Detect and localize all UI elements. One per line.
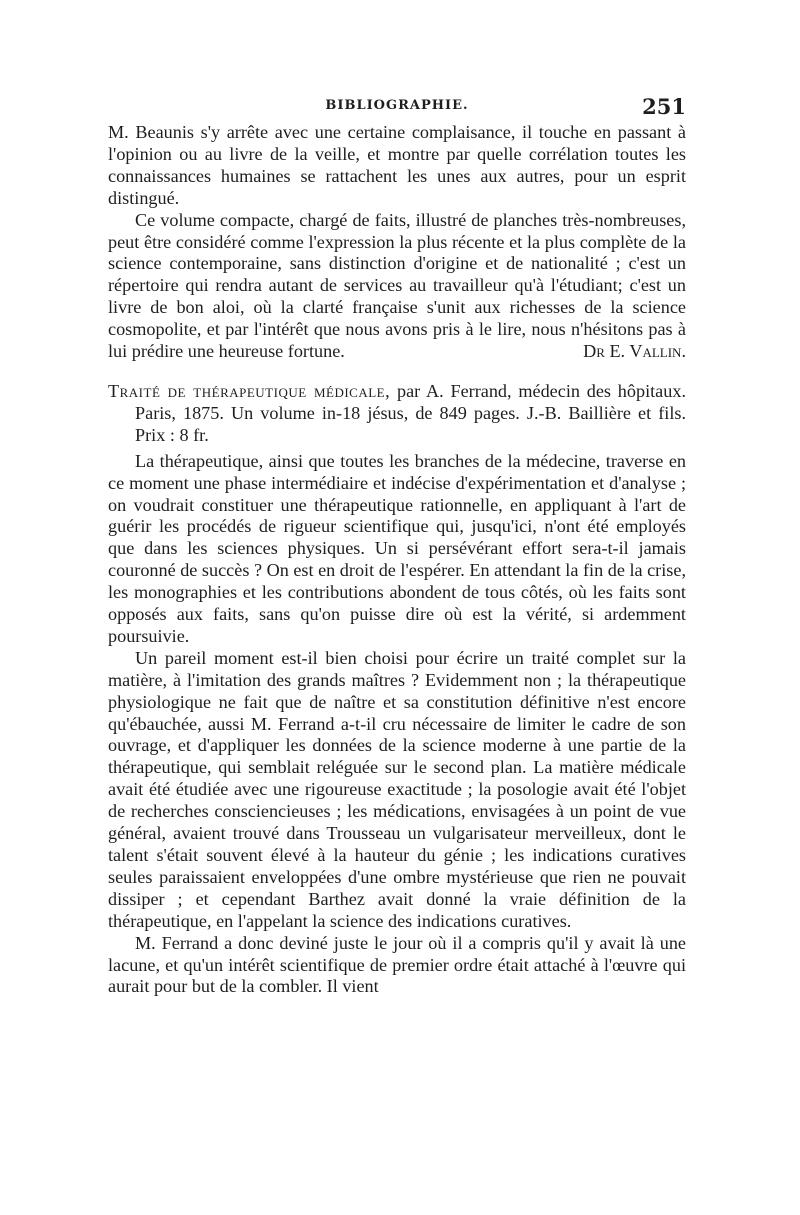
review2-paragraph-3: M. Ferrand a donc deviné juste le jour où il a compris qu'il y avait là une lacune, et qu'un intérêt scientifique de premier ordre était attaché à l'œuvre qui aurait pour but de la combler. Il vient (108, 932, 686, 997)
review2-heading (108, 381, 686, 447)
review1-paragraph-2-text: Ce volume compacte, chargé de faits, illustré de planches très-nombreuses, peut être considéré comme l'expression la plus récente et la plus complète de la science contemporaine, sans distinction d'origine et de nationalité ; c'est un répertoire qui rendra autant de services au travailleur qu'à l'étudiant; c'est un livre de bon aloi, où la clarté française s'unit aux richesses de la science cosmopolite, et par l'intérêt que nous avons pris à le lire, nous n'hésitons pas à lui prédire une heureuse fortune. (108, 209, 686, 362)
book-title: Traité de thérapeutique médicale, (108, 380, 391, 401)
book-page (108, 92, 686, 998)
running-title: BIBLIOGRAPHIE. (325, 98, 469, 113)
review-ferrand (108, 381, 686, 998)
review1-paragraph-2 (108, 210, 686, 363)
review1-paragraph-1: M. Beaunis s'y arrête avec une certaine complaisance, il touche en passant à l'opinion ou au livre de la veille, et montre par quelle corrélation toutes les connaissances humaines se rattachent les unes aux autres, pour un esprit distingué. (108, 122, 686, 208)
review-beaunis (108, 122, 686, 363)
running-head (108, 92, 686, 122)
review2-paragraph-2: Un pareil moment est-il bien choisi pour écrire un traité complet sur la matière, à l'imitation des grands maîtres ? Evidemment non ; la thérapeutique physiologique ne fait que de naître et sa constitution définitive n'est encore qu'ébauchée, aussi M. Ferrand a-t-il cru nécessaire de limiter le cadre de son ouvrage, et d'appliquer les données de la science moderne à une partie de la thérapeutique, qui semblait reléguée sur le second plan. La matière médicale avait été étudiée avec une rigoureuse exactitude ; la posologie avait été l'objet de recherches consciencieuses ; les médications, envisagées à un point de vue général, avaient trouvé dans Trousseau un vulgarisateur merveilleux, dont le talent s'était souvent élevé à la hauteur du génie ; les indications curatives seules paraissaient enveloppées d'une ombre mystérieuse que rien ne pouvait dissiper ; et cependant Barthez avait donné la vraie définition de la thérapeutique, en l'appelant la science des indications curatives. (108, 647, 686, 931)
review1-signature (556, 341, 686, 363)
page-number: 251 (642, 94, 686, 119)
book-details: par A. Ferrand, médecin des hôpitaux. Paris, 1875. Un volume in-18 jésus, de 849 pages. J.-B. Baillière et fils. Prix : 8 fr. (135, 380, 686, 445)
review2-paragraph-1: La thérapeutique, ainsi que toutes les branches de la médecine, traverse en ce moment une phase intermédiaire et indécise d'expérimentation et d'analyse ; on voudrait constituer une thérapeutique rationnelle, en appliquant à l'art de guérir les procédés de rigueur scientifique qui, jusqu'ici, n'ont été employés que dans les sciences physiques. Un si persévérant effort sera-t-il jamais couronné de succès ? On est en droit de l'espérer. En attendant la fin de la crise, les monographies et les contributions abondent de tous côtés, où les faits sont opposés aux faits, sans qu'on puisse dire où est la vérité, si ardemment poursuivie. (108, 450, 686, 646)
signature-text: Dr E. Vallin. (583, 341, 686, 362)
